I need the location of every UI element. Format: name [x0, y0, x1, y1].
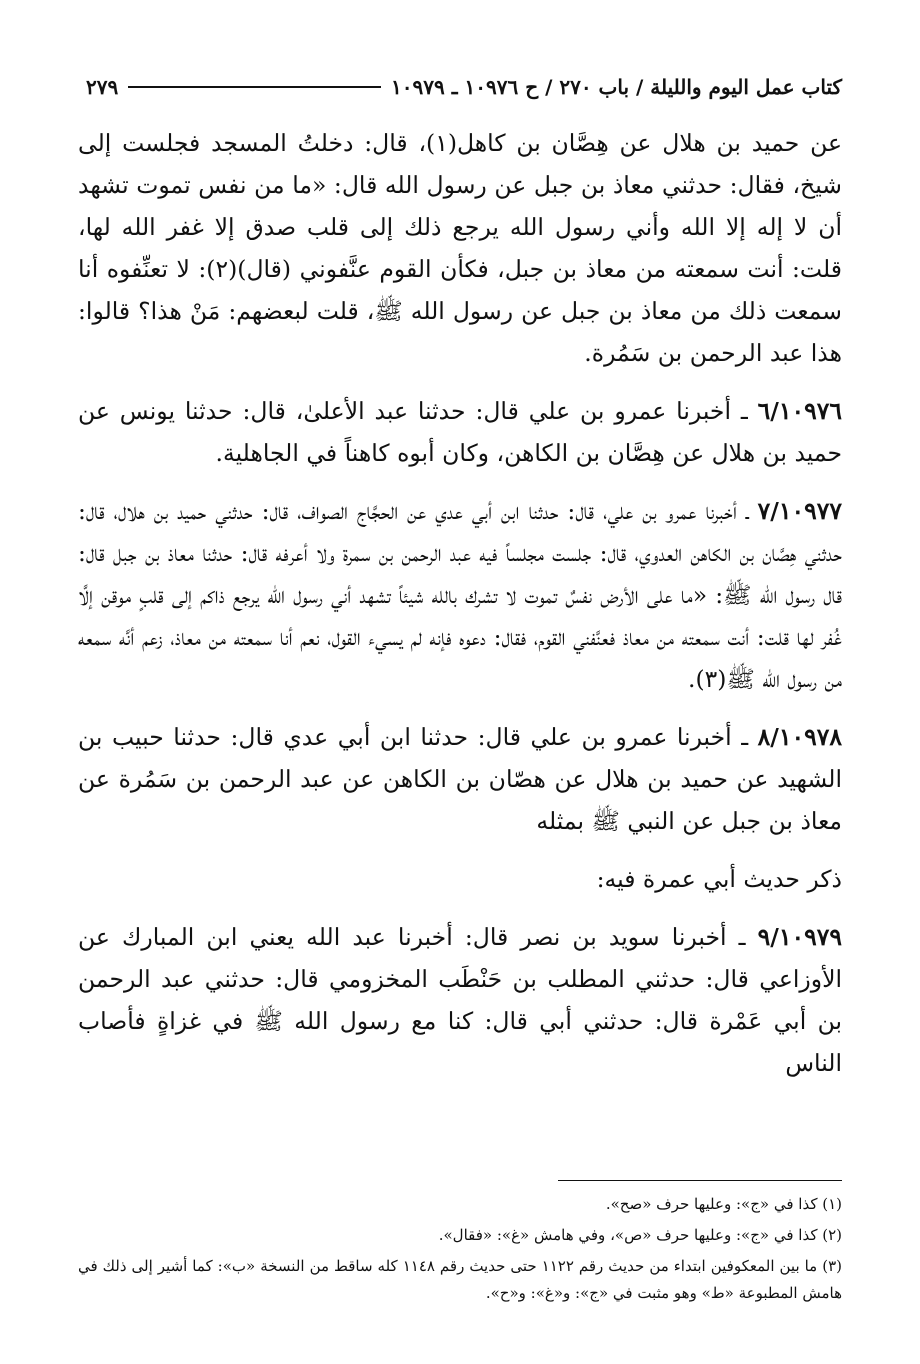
- footnote: (١) كذا في «ج»: وعليها حرف «صح».: [605, 1195, 842, 1213]
- hadith-paragraph: [78, 716, 842, 842]
- hadith-text: ـ أخبرنا عمرو بن علي قال: حدثنا ابن أبي عدي قال: حدثنا حبيب بن الشهيد عن حميد بن هلال عن هصّان بن الكاهن عن عبد الرحمن بن سَمُرة عن معاذ بن جبل عن النبي ﷺ بمثله: [78, 723, 842, 835]
- header-rule: [128, 86, 381, 88]
- header-title: كتاب عمل اليوم والليلة / باب ٢٧٠ / ح ١٠٩٧٦ ـ ١٠٩٧٩: [391, 75, 842, 99]
- hadith-number: ٨/١٠٩٧٨: [757, 723, 842, 751]
- footnote: (٢) كذا في «ج»: وعليها حرف «ص»، وفي هامش «غ»: «فقال».: [438, 1226, 842, 1244]
- hadith-text: ـ أخبرنا عمرو بن علي، قال: حدثنا ابن أبي عدي عن الحجَّاج الصواف، قال: حدثني حميد بن هلال، قال: حدثني هِصَّان بن الكاهن العدوي، قال: جلست مجلساً فيه عبد الرحمن بن سمرة ولا أعرفه قال: حدثنا معاذ بن جبل قال: قال رسول الله ﷺ: «ما على الأرض نفسٌ تموت لا تشرك بالله شيئاً تشهد أني رسول الله يرجع ذاكم إلى قلبٍ موقن إلَّا غُفر لها قلت: أنت سمعته من معاذ فعنَّفني القوم، فقال: دعوه فإنه لم يسيء القول، نعم أنا سمعته من معاذ، زعم أنَّه سمعه من رسول الله ﷺ(٣).: [78, 497, 842, 693]
- hadith-paragraph: [78, 490, 842, 700]
- hadith-number: ٧/١٠٩٧٧: [757, 497, 842, 525]
- section-heading: [78, 858, 842, 900]
- running-header: [86, 70, 842, 104]
- footnote-rule-mask: [78, 1180, 558, 1182]
- hadith-text: ـ أخبرنا سويد بن نصر قال: أخبرنا عبد الله يعني ابن المبارك عن الأوزاعي قال: حدثني المطلب بن حَنْطَب المخزومي قال: حدثني عبد الرحمن بن أبي عَمْرة قال: حدثني أبي قال: كنا مع رسول الله ﷺ في غزاةٍ فأصاب الناس: [78, 923, 842, 1077]
- main-text: [78, 122, 842, 1100]
- section-heading-text: ذكر حديث أبي عمرة فيه:: [596, 865, 842, 893]
- hadith-text: ـ أخبرنا عمرو بن علي قال: حدثنا عبد الأعلىٰ، قال: حدثنا يونس عن حميد بن هلال عن هِصَّان بن الكاهن، وكان أبوه كاهناً في الجاهلية.: [78, 397, 842, 467]
- footnotes: [78, 1180, 842, 1311]
- page-number: ٢٧٩: [86, 75, 119, 99]
- paragraph-text: عن حميد بن هلال عن هِصَّان بن كاهل(١)، قال: دخلتُ المسجد فجلست إلى شيخ، فقال: حدثني معاذ بن جبل عن رسول الله قال: «ما من نفس تموت تشهد أن لا إله إلا الله وأني رسول الله يرجع ذلك إلى قلب صدق إلا غفر الله لها، قلت: أنت سمعته من معاذ بن جبل، فكأن القوم عنَّفوني (قال)(٢): لا تعنِّفوه أنا سمعت ذلك من معاذ بن جبل عن رسول الله ﷺ، قلت لبعضهم: مَنْ هذا؟ قالوا: هذا عبد الرحمن بن سَمُرة.: [78, 129, 843, 367]
- hadith-paragraph: [78, 390, 842, 474]
- hadith-paragraph: [78, 916, 842, 1084]
- footnote: (٣) ما بين المعكوفين ابتداء من حديث رقم ١١٢٢ حتى حديث رقم ١١٤٨ كله ساقط من النسخة «ب»: كما أشير إلى ذلك في هامش المطبوعة «ط» وهو مثبت في «ج»: و«غ»: و«ح».: [78, 1257, 842, 1302]
- hadith-number: ٦/١٠٩٧٦: [757, 397, 842, 425]
- paragraph: [78, 122, 842, 374]
- hadith-number: ٩/١٠٩٧٩: [757, 923, 842, 951]
